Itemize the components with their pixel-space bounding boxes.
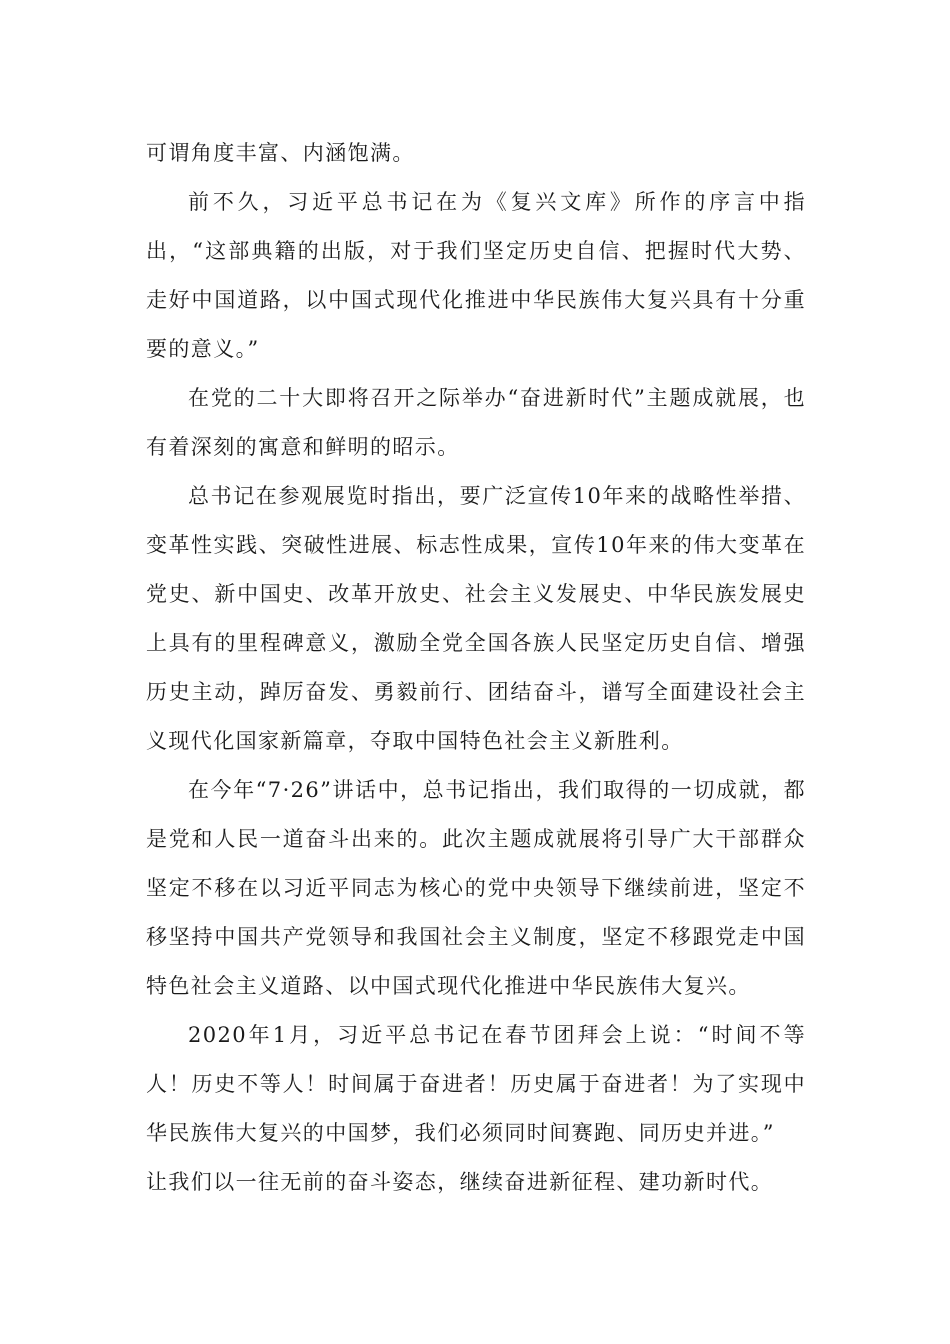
paragraph-closing: 让我们以一往无前的奋斗姿态，继续奋进新征程、建功新时代。	[146, 1170, 774, 1194]
paragraph-preface-quote: 前不久，习近平总书记在为《复兴文库》所作的序言中指出，“这部典籍的出版，对于我们坚定历史自信、把握时代大势、走好中国道路，以中国式现代化推进中华民族伟大复兴具有十分重要的意义。”	[146, 190, 806, 361]
paragraph-726-speech: 在今年“7·26”讲话中，总书记指出，我们取得的一切成就，都是党和人民一道奋斗出来的。此次主题成就展将引导广大干部群众坚定不移在以习近平同志为核心的党中央领导下继续前进，坚定不移坚持中国共产党领导和我国社会主义制度，坚定不移跟党走中国特色社会主义道路、以中国式现代化推进中华民族伟大复兴。	[146, 778, 806, 998]
paragraph-continued: 可谓角度丰富、内涵饱满。	[146, 141, 415, 165]
paragraph-spring-festival: 2020年1月，习近平总书记在春节团拜会上说：“时间不等人！历史不等人！时间属于奋进者！历史属于奋进者！为了实现中华民族伟大复兴的中国梦，我们必须同时间赛跑、同历史并进。”	[146, 1023, 806, 1145]
article-body	[146, 129, 806, 1204]
paragraph-visit-remarks: 总书记在参观展览时指出，要广泛宣传10年来的战略性举措、变革性实践、突破性进展、标志性成果，宣传10年来的伟大变革在党史、新中国史、改革开放史、社会主义发展史、中华民族发展史上具有的里程碑意义，激励全党全国各族人民坚定历史自信、增强历史主动，踔厉奋发、勇毅前行、团结奋斗，谱写全面建设社会主义现代化国家新篇章，夺取中国特色社会主义新胜利。	[146, 484, 806, 753]
paragraph-exhibition: 在党的二十大即将召开之际举办“奋进新时代”主题成就展，也有着深刻的寓意和鲜明的昭示。	[146, 386, 806, 459]
